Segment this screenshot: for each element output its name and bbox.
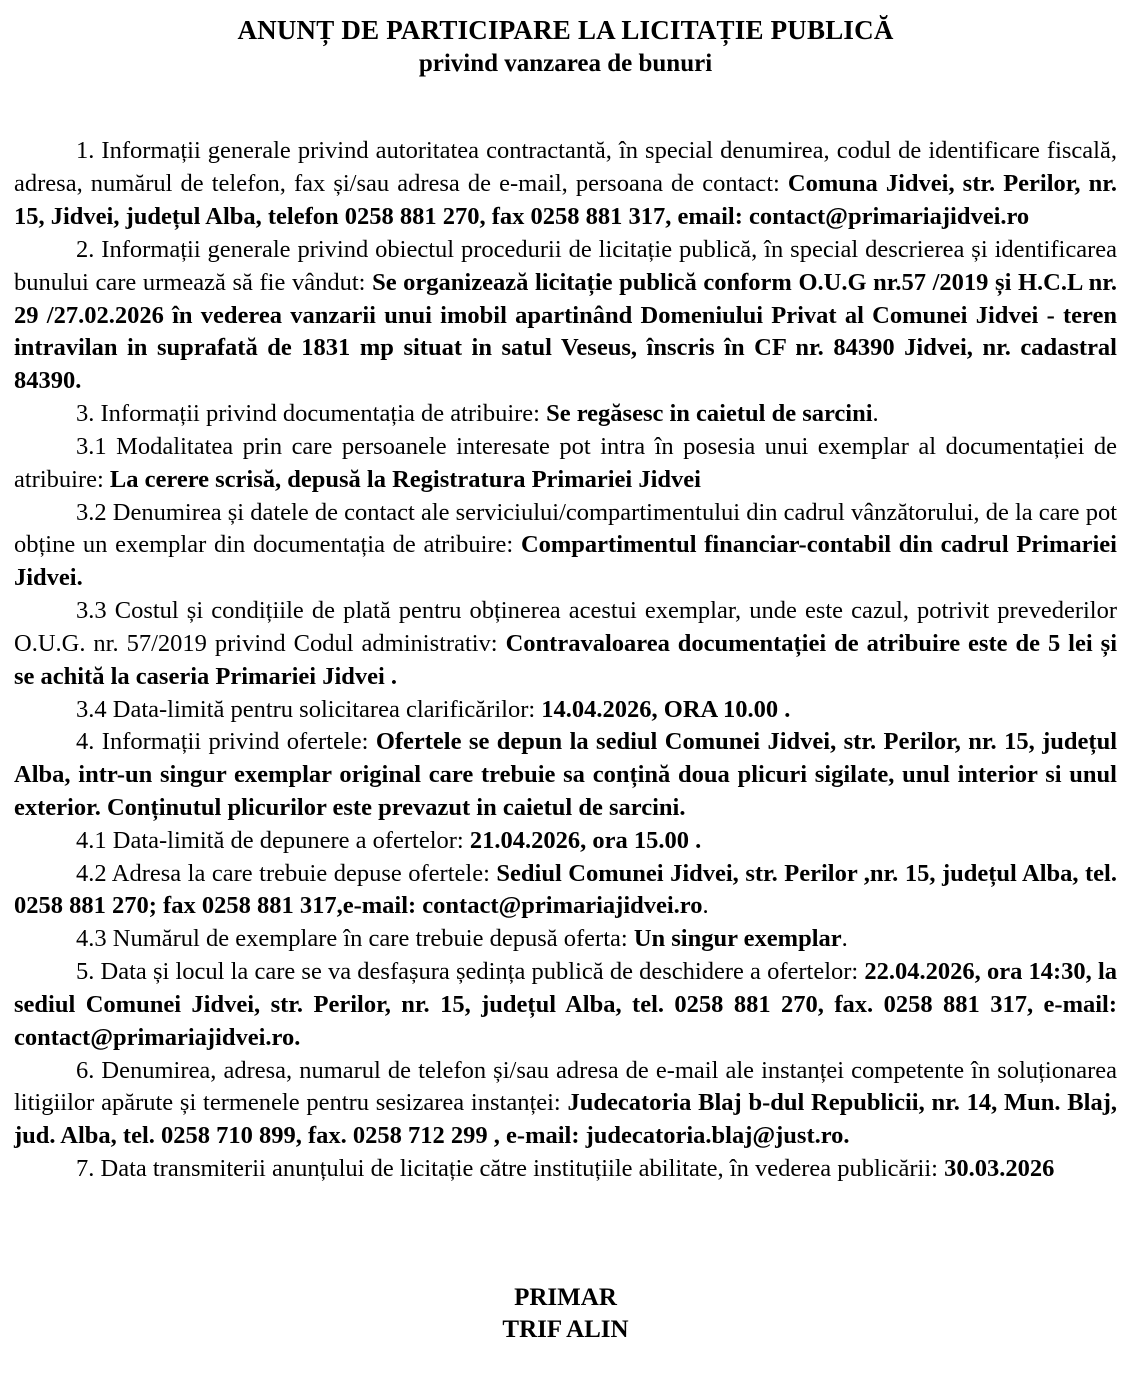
paragraph-p6 xyxy=(14,1055,1117,1153)
page-subtitle: privind vanzarea de bunuri xyxy=(418,49,713,77)
paragraph-text: 4.2 Adresa la care trebuie depuse ofertele: xyxy=(76,859,497,887)
paragraph-p4 xyxy=(14,726,1117,824)
paragraph-text: 3.3 Costul și condițiile de plată pentru obținerea acestui exemplar, unde este cazul, potrivit prevederilor O.U.G. nr. 57/2019 privind Codul administrativ: xyxy=(14,597,1117,657)
paragraph-emphasis: Judecatoria Blaj b-dul Republicii, nr. 14, Mun. Blaj, jud. Alba, tel. 0258 710 899, fax. 0258 712 299 , e-mail: judecatoria.blaj@just.ro. xyxy=(14,1089,1117,1150)
paragraph-text: 4.3 Numărul de exemplare în care trebuie depusă oferta: xyxy=(76,925,634,953)
paragraph-emphasis: La cerere scrisă, depusă la Registratura Primariei Jidvei xyxy=(109,465,701,493)
paragraph-emphasis: 14.04.2026, ORA 10.00 . xyxy=(541,695,791,723)
paragraph-emphasis: Ofertele se depun la sediul Comunei Jidvei, str. Perilor, nr. 15, județul Alba, intr-un singur exemplar original care trebuie sa conțină doua plicuri sigilate, unul interior si unul exterior. Conținutul plicurilor este prevazut in caietul de sarcini. xyxy=(14,728,1117,821)
paragraph-text: . xyxy=(702,892,709,920)
paragraph-emphasis: Se organizează licitație publică conform O.U.G nr.57 /2019 și H.C.L nr. 29 /27.02.2026 în vederea vanzarii unui imobil apartinând Domeniului Privat al Comunei Jidvei - teren intravilan in suprafată de 1831 mp situat in satul Veseus, înscris în CF nr. 84390 Jidvei, nr. cadastral 84390. xyxy=(14,268,1117,395)
paragraph-emphasis: Contravaloarea documentației de atribuire este de 5 lei și se achită la caseria Primariei Jidvei . xyxy=(14,629,1117,690)
paragraph-text: . xyxy=(872,400,879,428)
paragraph-text: 4. Informații privind ofertele: xyxy=(76,728,376,756)
paragraph-emphasis: Compartimentul financiar-contabil din cadrul Primariei Jidvei. xyxy=(14,531,1117,592)
paragraph-emphasis: Un singur exemplar xyxy=(633,925,842,953)
paragraph-p1 xyxy=(14,135,1117,233)
paragraph-text: . xyxy=(841,925,848,953)
paragraph-p4_2 xyxy=(14,858,1117,924)
paragraph-p3_4 xyxy=(14,694,1117,727)
paragraph-emphasis: Comuna Jidvei, str. Perilor, nr. 15, Jidvei, județul Alba, telefon 0258 881 270, fax 0258 881 317, email: contact@primariajidvei.ro xyxy=(14,170,1118,231)
signature-block xyxy=(14,1282,1117,1346)
paragraph-p3 xyxy=(14,398,1117,431)
paragraph-emphasis: 21.04.2026, ora 15.00 . xyxy=(469,826,702,854)
paragraph-p7 xyxy=(14,1153,1117,1186)
document-body xyxy=(14,135,1117,1186)
signature-role: PRIMAR xyxy=(514,1283,617,1311)
paragraph-text: 1. Informații generale privind autoritatea contractantă, în special denumirea, codul de identificare fiscală, adresa, numărul de telefon, fax și/sau adresa de e-mail, persoana de contact: xyxy=(14,137,1117,198)
paragraph-emphasis: 22.04.2026, ora 14:30, la sediul Comunei Jidvei, str. Perilor, nr. 15, județul Alba, tel. 0258 881 270, fax. 0258 881 317, e-mail: contact@primariajidvei.ro. xyxy=(14,958,1118,1051)
paragraph-p4_3 xyxy=(14,923,1117,956)
paragraph-p4_1 xyxy=(14,825,1117,858)
paragraph-text: 5. Data și locul la care se va desfașura ședința publică de deschidere a ofertelor: xyxy=(76,958,865,986)
paragraph-text: 2. Informații generale privind obiectul procedurii de licitație publică, în special descrierea și identificarea bunului care urmează să fie vândut: xyxy=(14,235,1117,296)
paragraph-p5 xyxy=(14,956,1117,1054)
paragraph-text: 3.1 Modalitatea prin care persoanele interesate pot intra în posesia unui exemplar al documentației de atribuire: xyxy=(14,432,1117,493)
paragraph-p3_3 xyxy=(14,595,1117,693)
paragraph-emphasis: Se regăsesc in caietul de sarcini xyxy=(546,400,873,428)
paragraph-p3_2 xyxy=(14,497,1117,595)
paragraph-text: 3.4 Data-limită pentru solicitarea clarificărilor: xyxy=(76,695,542,723)
paragraph-p3_1 xyxy=(14,431,1117,497)
paragraph-text: 6. Denumirea, adresa, numarul de telefon și/sau adresa de e-mail ale instanței competente în soluționarea litigiilor apărute și termenele pentru sesizarea instanței: xyxy=(14,1056,1117,1117)
paragraph-p2 xyxy=(14,234,1117,398)
paragraph-text: 4.1 Data-limită de depunere a ofertelor: xyxy=(76,826,470,854)
paragraph-emphasis: Sediul Comunei Jidvei, str. Perilor ,nr. 15, județul Alba, tel. 0258 881 270; fax 0258 881 317,e-mail: contact@primariajidvei.ro xyxy=(14,859,1117,920)
paragraph-text: 3.2 Denumirea și datele de contact ale serviciului/compartimentului din cadrul vânzătorului, de la care pot obține un exemplar din documentația de atribuire: xyxy=(14,498,1117,559)
paragraph-emphasis: 30.03.2026 xyxy=(944,1155,1055,1183)
signature-name: TRIF ALIN xyxy=(502,1315,629,1343)
document-title-block xyxy=(14,14,1117,79)
paragraph-text: 7. Data transmiterii anunțului de licitație către instituțiile abilitate, în vederea publicării: xyxy=(76,1155,945,1183)
paragraph-text: 3. Informații privind documentația de atribuire: xyxy=(76,400,547,428)
page-title: ANUNȚ DE PARTICIPARE LA LICITAȚIE PUBLICĂ xyxy=(237,15,894,45)
